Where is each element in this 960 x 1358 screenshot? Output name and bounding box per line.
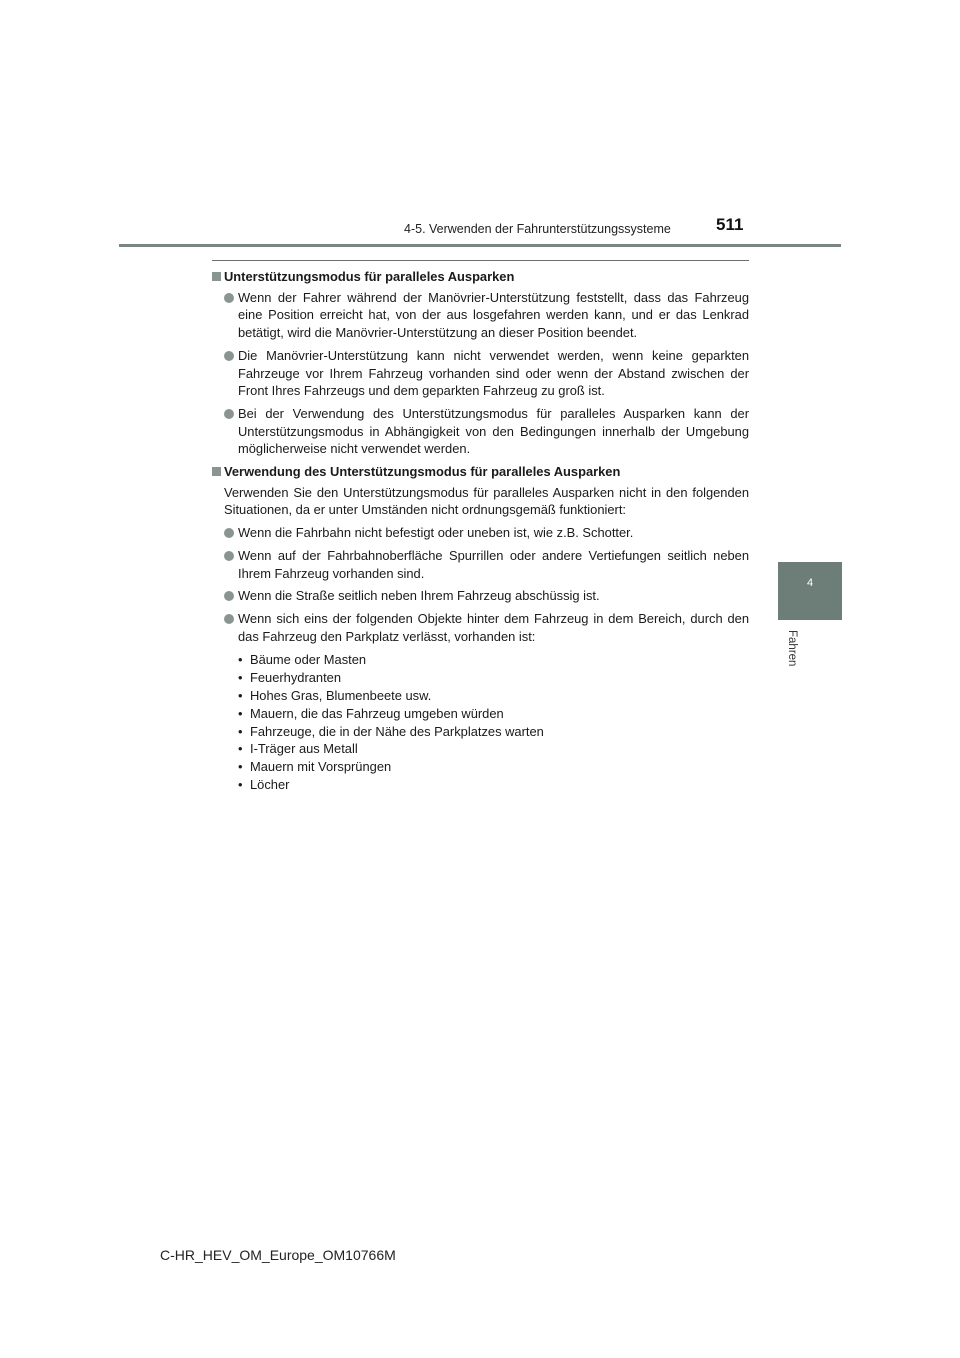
section-intro: Verwenden Sie den Unterstützungsmodus für paralleles Ausparken nicht in den folgenden Situationen, da er unter Umständen nicht ordnungsgemäß funktioniert: [224, 484, 749, 518]
page-number: 511 [716, 215, 744, 234]
circle-bullet-icon [224, 293, 234, 303]
sub-list-item: • Löcher [238, 776, 749, 794]
sub-list-item: • Mauern mit Vorsprüngen [238, 758, 749, 776]
chapter-label-container [782, 628, 812, 684]
chapter-label: Fahren [786, 630, 798, 667]
list-item [212, 547, 749, 582]
list-item-text: Wenn der Fahrer während der Manövrier-Unterstützung feststellt, dass das Fahrzeug eine Position erreicht hat, von der aus losgefahren werden kann, und er das Lenkrad betätigt, wird die Manövrier-Unterstützung an dieser Position beendet. [238, 289, 749, 341]
circle-bullet-icon [224, 591, 234, 601]
circle-bullet-icon [224, 528, 234, 538]
list-item-text: Die Manövrier-Unterstützung kann nicht verwendet werden, wenn keine geparkten Fahrzeuge vor Ihrem Fahrzeug vorhanden sind oder wenn der Abstand zwischen der Front Ihres Fahrzeugs und dem geparkten Fahrzeug zu groß ist. [238, 347, 749, 399]
list-item-text: Wenn die Fahrbahn nicht befestigt oder uneben ist, wie z.B. Schotter. [238, 525, 634, 541]
sub-list-item: • Hohes Gras, Blumenbeete usw. [238, 687, 749, 705]
object-list [212, 651, 749, 793]
section-heading-text: Unterstützungsmodus für paralleles Ausparken [224, 269, 515, 284]
list-item [212, 347, 749, 400]
circle-bullet-icon [224, 351, 234, 361]
square-bullet-icon [212, 467, 221, 476]
section-heading [212, 463, 749, 481]
sub-list-item: • Mauern, die das Fahrzeug umgeben würden [238, 705, 749, 723]
chapter-tab [778, 562, 842, 620]
sub-list-item: • Feuerhydranten [238, 669, 749, 687]
list-item-text: Wenn auf der Fahrbahnoberfläche Spurrillen oder andere Vertiefungen seitlich neben Ihrem Fahrzeug vorhanden sind. [238, 547, 749, 581]
section-heading [212, 268, 749, 286]
square-bullet-icon [212, 272, 221, 281]
chapter-number: 4 [806, 577, 814, 589]
main-content [212, 268, 749, 794]
section-heading-text: Verwendung des Unterstützungsmodus für paralleles Ausparken [224, 464, 621, 480]
document-code: C-HR_HEV_OM_Europe_OM10766M [160, 1247, 396, 1263]
list-item-text: Wenn die Straße seitlich neben Ihrem Fahrzeug abschüssig ist. [238, 588, 600, 604]
list-item [212, 405, 749, 458]
list-item [212, 289, 749, 342]
list-item [212, 610, 749, 645]
sub-list-item: • Fahrzeuge, die in der Nähe des Parkplatzes warten [238, 723, 749, 741]
circle-bullet-icon [224, 551, 234, 561]
circle-bullet-icon [224, 614, 234, 624]
circle-bullet-icon [224, 409, 234, 419]
header-divider [119, 244, 841, 247]
list-item-text: Wenn sich eins der folgenden Objekte hinter dem Fahrzeug in dem Bereich, durch den das Fahrzeug den Parkplatz verlässt, vorhanden ist: [238, 610, 749, 644]
header-section-title: 4-5. Verwenden der Fahrunterstützungssysteme [404, 222, 671, 236]
list-item [212, 524, 749, 542]
list-item-text: Bei der Verwendung des Unterstützungsmodus für paralleles Ausparken kann der Unterstützungsmodus in Abhängigkeit von den Bedingungen innerhalb der Umgebung möglicherweise nicht verwendet werden. [238, 405, 749, 457]
sub-list-item: • Bäume oder Masten [238, 651, 749, 669]
content-divider [212, 260, 749, 261]
sub-list-item: • I-Träger aus Metall [238, 740, 749, 758]
list-item [212, 587, 749, 605]
